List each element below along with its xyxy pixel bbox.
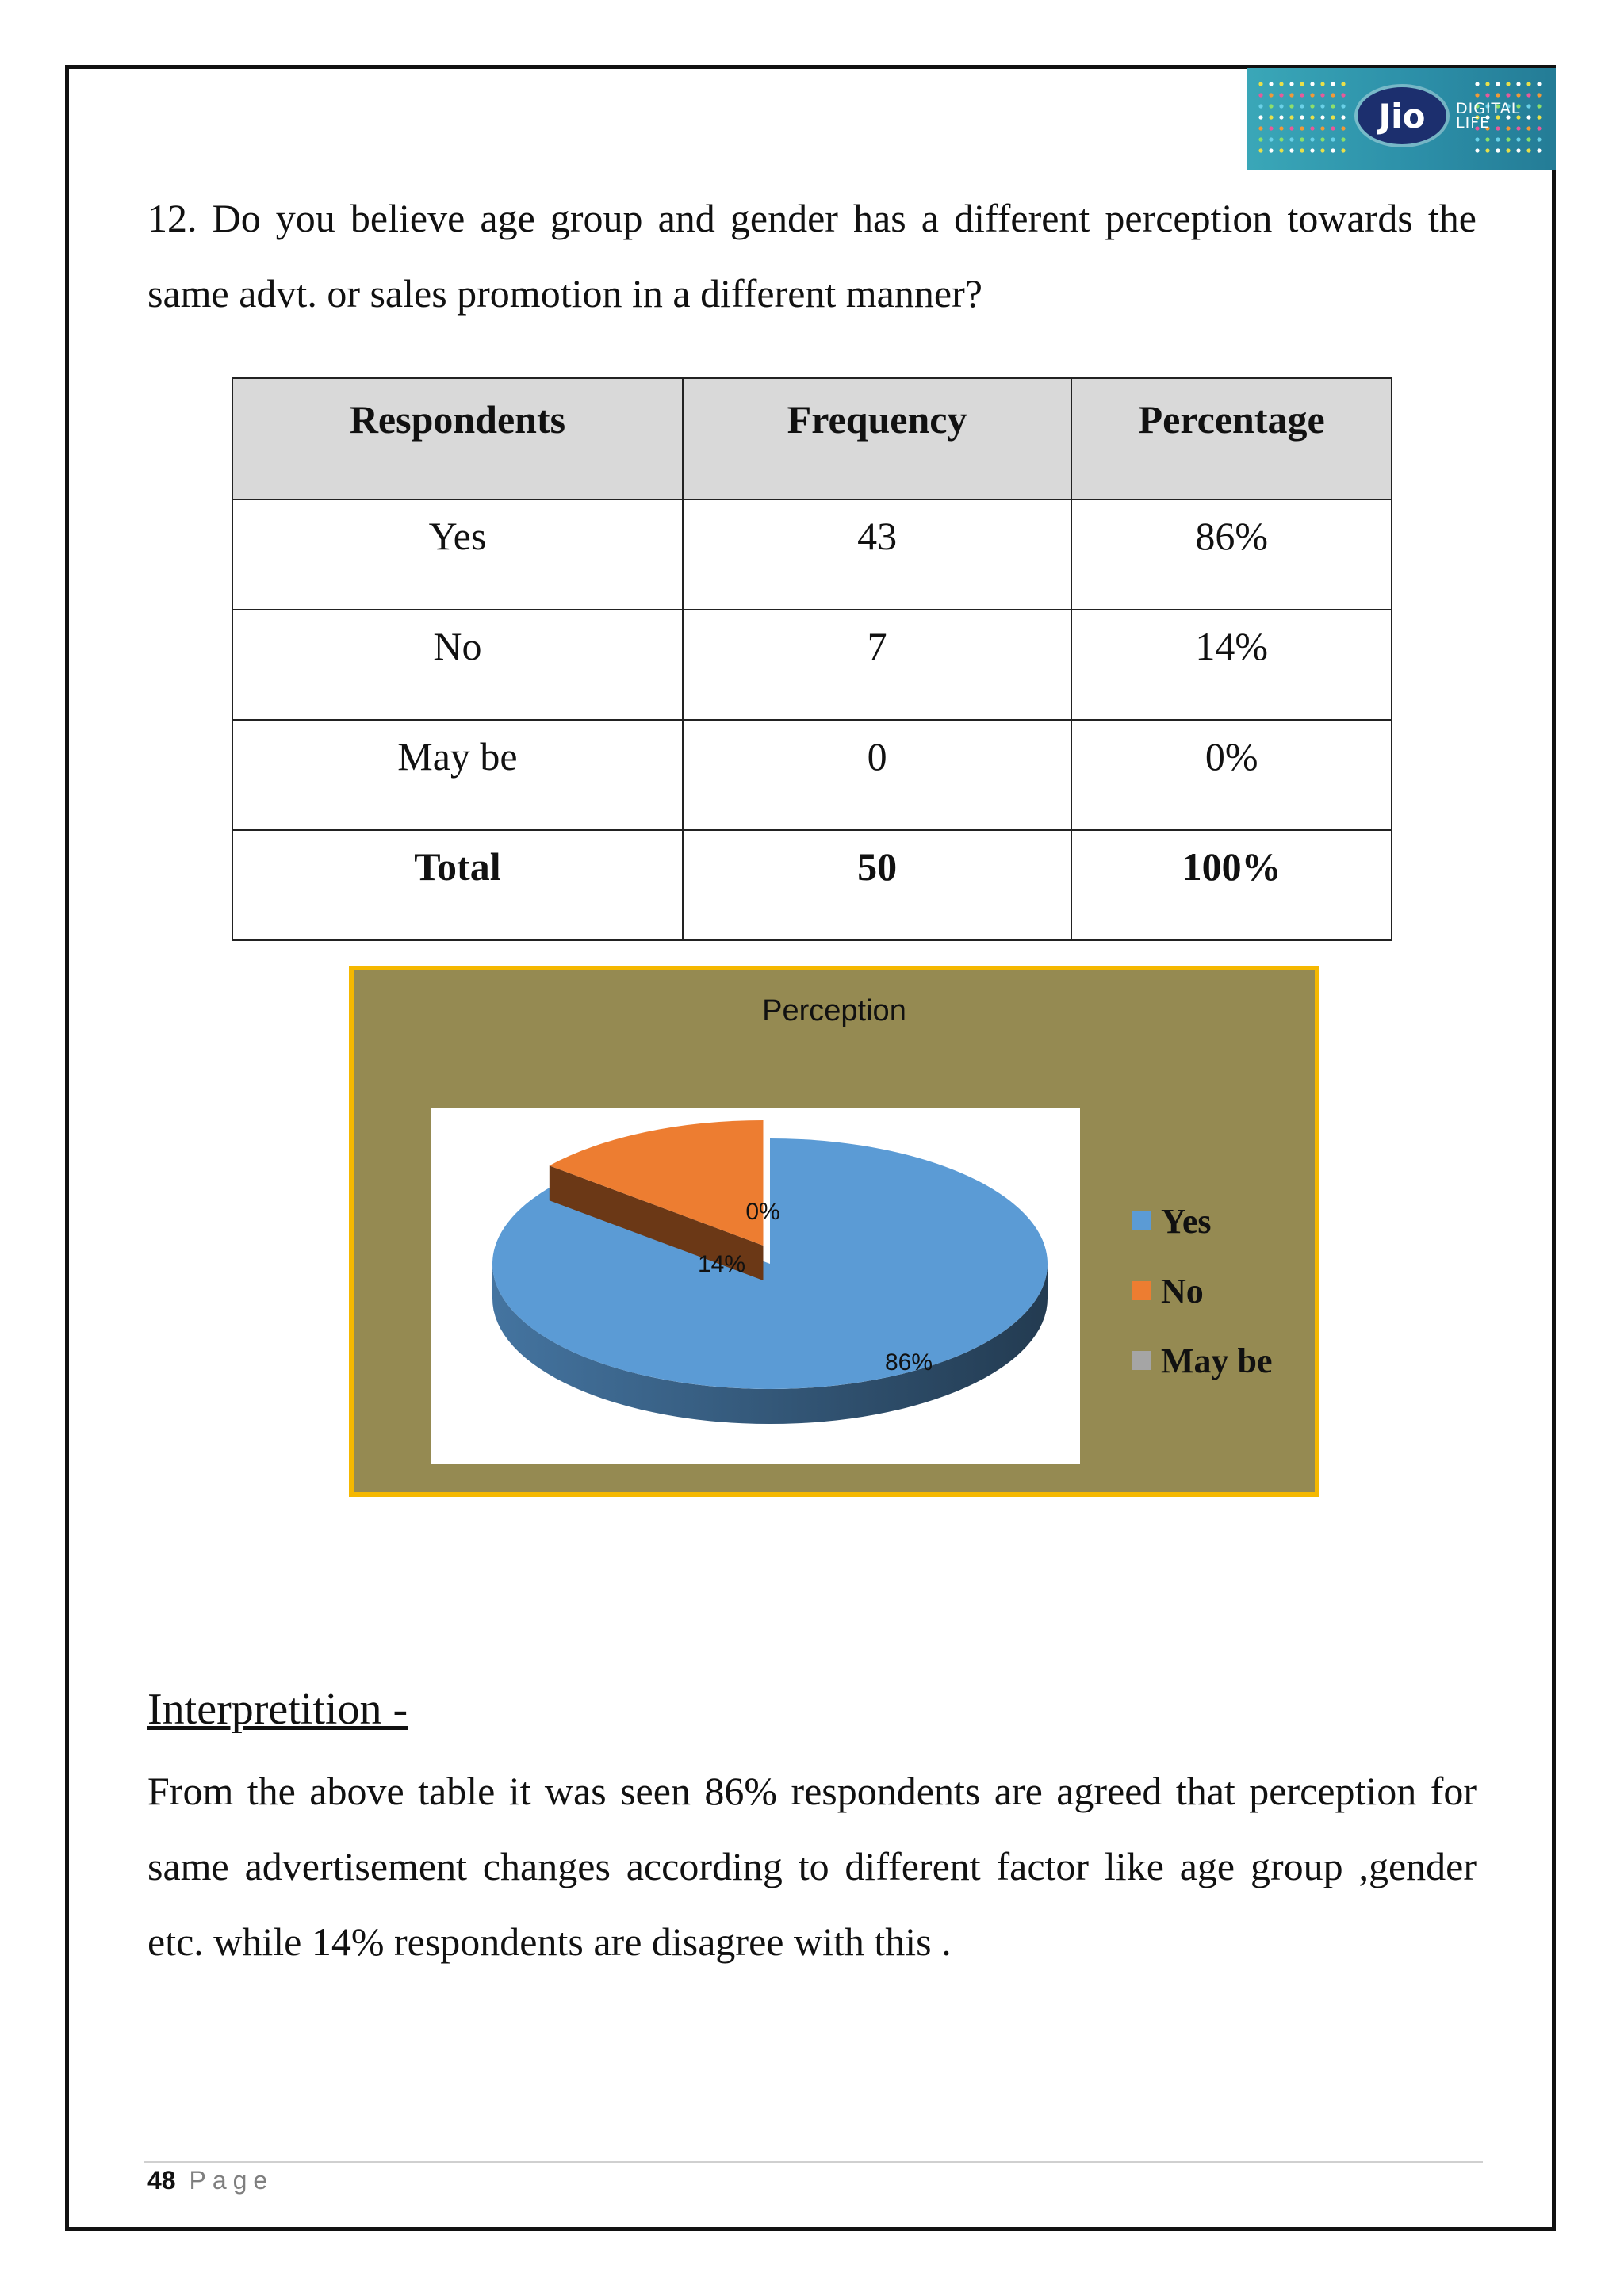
logo-dot: [1300, 93, 1304, 97]
logo-dot: [1320, 93, 1324, 97]
logo-dot: [1475, 82, 1479, 86]
logo-dot: [1310, 104, 1314, 108]
logo-dot: [1485, 148, 1489, 152]
logo-dot: [1310, 148, 1314, 152]
header-respondents: Respondents: [232, 378, 683, 499]
logo-dot: [1506, 82, 1510, 86]
logo-dot: [1526, 93, 1530, 97]
logo-dot: [1537, 115, 1541, 119]
logo-dot: [1300, 126, 1304, 130]
logo-dot: [1526, 82, 1530, 86]
logo-dot: [1485, 93, 1489, 97]
logo-dot: [1537, 126, 1541, 130]
logo-dot: [1279, 82, 1283, 86]
logo-dot: [1331, 115, 1335, 119]
logo-dot: [1485, 137, 1489, 141]
logo-dot: [1331, 93, 1335, 97]
logo-dot: [1279, 126, 1283, 130]
cell-percentage: 0%: [1071, 720, 1392, 830]
logo-dot: [1310, 115, 1314, 119]
logo-dot: [1485, 82, 1489, 86]
jio-digital-life-logo: [1247, 68, 1556, 170]
logo-dot: [1320, 82, 1324, 86]
logo-tagline: DIGITAL LIFE: [1456, 100, 1521, 132]
table-total-row: [232, 830, 1392, 940]
logo-dot: [1258, 115, 1262, 119]
logo-dot: [1537, 148, 1541, 152]
cell-frequency: 43: [683, 499, 1071, 610]
logo-dot: [1279, 148, 1283, 152]
legend-swatch-maybe: [1132, 1351, 1151, 1370]
legend-swatch-yes: [1132, 1211, 1151, 1230]
data-label-2: 0%: [745, 1199, 780, 1225]
logo-dot: [1331, 126, 1335, 130]
jio-logo-badge: Jio: [1358, 87, 1446, 144]
logo-dot: [1289, 137, 1293, 141]
table-row: [232, 499, 1392, 610]
cell-respondent: May be: [232, 720, 683, 830]
logo-dot: [1320, 104, 1324, 108]
logo-dot: [1331, 137, 1335, 141]
footer-divider: [144, 2161, 1483, 2163]
logo-dot: [1475, 137, 1479, 141]
interpretation-body: From the above table it was seen 86% respondents are agreed that perception for same advertisement changes according to different factor like age group ,gender etc. while 14% respondents are disagree with this .: [147, 1769, 1477, 1964]
legend-swatch-no: [1132, 1281, 1151, 1300]
logo-dot: [1341, 93, 1345, 97]
logo-dot: [1331, 82, 1335, 86]
logo-dot: [1341, 82, 1345, 86]
logo-dot: [1341, 137, 1345, 141]
logo-dot: [1269, 115, 1273, 119]
logo-dot: [1258, 137, 1262, 141]
total-label: Total: [232, 830, 683, 940]
table-row: [232, 720, 1392, 830]
logo-dot: [1289, 148, 1293, 152]
logo-dot: [1320, 137, 1324, 141]
logo-dot: [1537, 104, 1541, 108]
logo-dot: [1341, 126, 1345, 130]
logo-dot: [1496, 148, 1500, 152]
data-label-0: 86%: [884, 1349, 933, 1376]
interpretation-heading: Interpretition -: [147, 1685, 408, 1734]
response-table: [232, 377, 1392, 941]
cell-respondent: No: [232, 610, 683, 720]
logo-dot: [1506, 137, 1510, 141]
logo-dot: [1279, 137, 1283, 141]
logo-dot: [1537, 93, 1541, 97]
logo-dot: [1310, 93, 1314, 97]
logo-dot: [1279, 115, 1283, 119]
page-word: Page: [189, 2166, 274, 2195]
logo-dot: [1526, 104, 1530, 108]
logo-dot: [1526, 148, 1530, 152]
perception-chart: [349, 966, 1320, 1497]
logo-dot: [1258, 82, 1262, 86]
logo-dot: [1496, 137, 1500, 141]
logo-dot: [1475, 93, 1479, 97]
cell-respondent: Yes: [232, 499, 683, 610]
legend-label: Yes: [1161, 1201, 1212, 1241]
logo-dot: [1496, 93, 1500, 97]
cell-percentage: 86%: [1071, 499, 1392, 610]
logo-dot: [1279, 93, 1283, 97]
logo-dot: [1300, 82, 1304, 86]
logo-dot: [1331, 148, 1335, 152]
logo-dot: [1258, 93, 1262, 97]
logo-dot: [1300, 148, 1304, 152]
question-text: 12. Do you believe age group and gender has a different perception towards the same advt. or sales promotion in a different manner?: [147, 196, 1477, 316]
logo-dot: [1269, 82, 1273, 86]
logo-dot: [1331, 104, 1335, 108]
page-footer: [147, 2166, 274, 2195]
logo-dot: [1300, 115, 1304, 119]
logo-dot: [1516, 82, 1520, 86]
header-percentage: Percentage: [1071, 378, 1392, 499]
logo-dot: [1526, 126, 1530, 130]
logo-dot: [1341, 104, 1345, 108]
logo-dot: [1320, 148, 1324, 152]
total-percentage: 100%: [1071, 830, 1392, 940]
chart-title: Perception: [762, 994, 906, 1027]
logo-dot: [1289, 82, 1293, 86]
total-frequency: 50: [683, 830, 1071, 940]
logo-dot: [1537, 137, 1541, 141]
logo-dot: [1258, 148, 1262, 152]
legend-label: May be: [1161, 1341, 1273, 1380]
logo-dot: [1269, 126, 1273, 130]
logo-dot: [1320, 126, 1324, 130]
chart-legend: [1132, 1186, 1273, 1395]
logo-dot: [1341, 115, 1345, 119]
logo-dot: [1341, 148, 1345, 152]
table-header-row: [232, 378, 1392, 499]
legend-item-maybe: [1132, 1326, 1273, 1395]
legend-label: No: [1161, 1271, 1204, 1311]
logo-dot: [1310, 137, 1314, 141]
table-row: [232, 610, 1392, 720]
cell-percentage: 14%: [1071, 610, 1392, 720]
data-label-1: 14%: [697, 1251, 746, 1277]
logo-dot: [1516, 93, 1520, 97]
logo-dot: [1320, 115, 1324, 119]
legend-item-yes: [1132, 1186, 1273, 1256]
logo-dot: [1475, 148, 1479, 152]
logo-dot: [1496, 82, 1500, 86]
cell-frequency: 0: [683, 720, 1071, 830]
logo-dot: [1300, 137, 1304, 141]
logo-dot: [1269, 104, 1273, 108]
logo-dot: [1269, 93, 1273, 97]
logo-dot: [1526, 137, 1530, 141]
logo-dot: [1506, 93, 1510, 97]
logo-dot: [1258, 104, 1262, 108]
logo-dot: [1258, 126, 1262, 130]
logo-dot: [1269, 148, 1273, 152]
cell-frequency: 7: [683, 610, 1071, 720]
logo-dot: [1310, 126, 1314, 130]
logo-dot: [1289, 115, 1293, 119]
page-number: 48: [147, 2166, 176, 2195]
logo-dot: [1269, 137, 1273, 141]
logo-dot: [1310, 82, 1314, 86]
legend-item-no: [1132, 1256, 1273, 1326]
logo-dot: [1279, 104, 1283, 108]
logo-dot: [1289, 104, 1293, 108]
logo-dot: [1526, 115, 1530, 119]
logo-dot: [1289, 126, 1293, 130]
logo-dot: [1516, 137, 1520, 141]
logo-dot: [1506, 148, 1510, 152]
header-frequency: Frequency: [683, 378, 1071, 499]
logo-dot: [1537, 82, 1541, 86]
logo-dot: [1516, 148, 1520, 152]
logo-dot: [1300, 104, 1304, 108]
logo-dot: [1289, 93, 1293, 97]
